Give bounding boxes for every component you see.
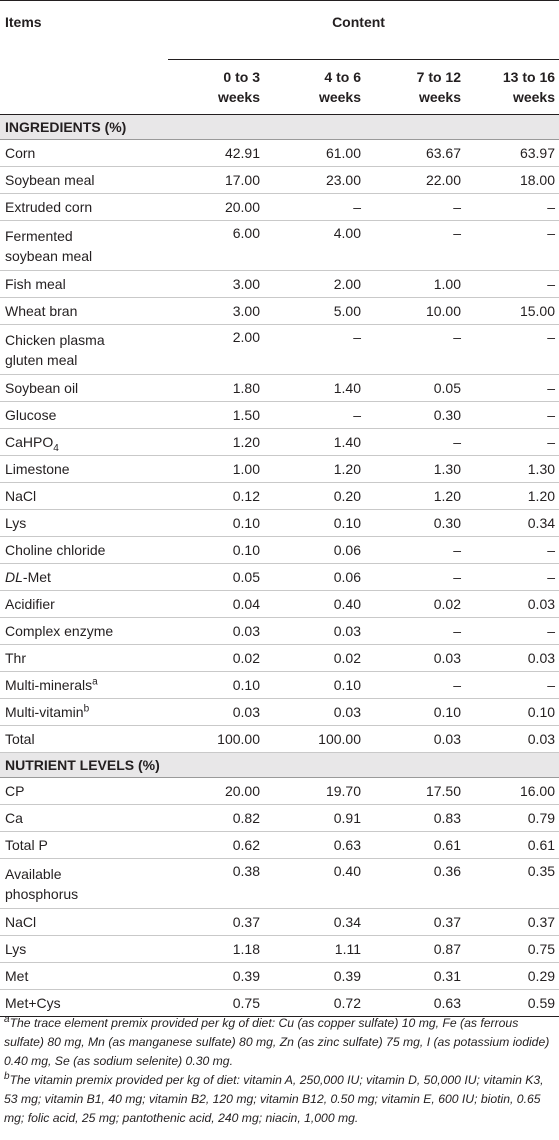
items-header: Items bbox=[0, 1, 158, 115]
value-cell: 0.06 bbox=[264, 564, 365, 591]
row-label-text: Corn bbox=[5, 145, 36, 161]
row-label-text: Available bbox=[5, 865, 62, 882]
value-cell: 0.03 bbox=[365, 645, 465, 672]
table-row bbox=[0, 194, 559, 221]
row-label bbox=[0, 936, 158, 963]
value-cell: 0.03 bbox=[465, 591, 559, 618]
value-cell: 63.67 bbox=[365, 140, 465, 167]
value-cell: 0.10 bbox=[158, 510, 264, 537]
value-cell: 1.40 bbox=[264, 375, 365, 402]
row-label-text: NaCl bbox=[5, 488, 37, 504]
table-row bbox=[0, 429, 559, 456]
row-label-text: Soybean meal bbox=[5, 172, 95, 188]
value-cell: 100.00 bbox=[158, 726, 264, 753]
value-cell: 0.87 bbox=[365, 936, 465, 963]
row-label-text: Met+Cys bbox=[5, 995, 61, 1011]
row-label-text: Ca bbox=[5, 810, 23, 826]
value-cell: 2.00 bbox=[158, 325, 264, 375]
value-cell: 0.91 bbox=[264, 805, 365, 832]
value-cell: – bbox=[465, 672, 559, 699]
table-row bbox=[0, 778, 559, 805]
value-cell: – bbox=[264, 325, 365, 375]
row-label-text: CaHPO bbox=[5, 434, 54, 450]
row-label bbox=[0, 221, 158, 271]
value-cell: – bbox=[365, 194, 465, 221]
value-cell: 1.20 bbox=[264, 456, 365, 483]
value-cell: 20.00 bbox=[158, 778, 264, 805]
row-label bbox=[0, 963, 158, 990]
value-cell: 0.10 bbox=[264, 672, 365, 699]
value-cell: 17.00 bbox=[158, 167, 264, 194]
value-cell: 100.00 bbox=[264, 726, 365, 753]
value-cell: 3.00 bbox=[158, 271, 264, 298]
value-cell: 0.30 bbox=[365, 402, 465, 429]
row-label-text: Chicken plasma bbox=[5, 331, 105, 348]
row-label bbox=[0, 699, 158, 726]
table-row bbox=[0, 963, 559, 990]
table-row bbox=[0, 167, 559, 194]
table-row bbox=[0, 221, 559, 271]
content-header-rule bbox=[168, 59, 559, 60]
value-cell: – bbox=[465, 618, 559, 645]
row-label-text: Glucose bbox=[5, 407, 57, 423]
table-row bbox=[0, 375, 559, 402]
value-cell: 0.04 bbox=[158, 591, 264, 618]
value-cell: 0.10 bbox=[158, 672, 264, 699]
value-cell: 0.03 bbox=[264, 618, 365, 645]
value-cell: 1.18 bbox=[158, 936, 264, 963]
row-label bbox=[0, 859, 158, 909]
period-header-line: weeks bbox=[217, 89, 260, 105]
row-label bbox=[0, 645, 158, 672]
row-label bbox=[0, 298, 158, 325]
value-cell: 0.79 bbox=[465, 805, 559, 832]
period-header-1 bbox=[264, 60, 365, 115]
table-row bbox=[0, 909, 559, 936]
row-label-text: Multi-vitamin bbox=[5, 704, 84, 720]
row-label bbox=[0, 483, 158, 510]
row-label-text: Wheat bran bbox=[5, 303, 78, 319]
value-cell: 0.61 bbox=[365, 832, 465, 859]
value-cell: 63.97 bbox=[465, 140, 559, 167]
value-cell: 17.50 bbox=[365, 778, 465, 805]
table-row bbox=[0, 618, 559, 645]
table-row bbox=[0, 564, 559, 591]
value-cell: 1.30 bbox=[365, 456, 465, 483]
value-cell: – bbox=[465, 375, 559, 402]
row-label-text: Extruded corn bbox=[5, 199, 93, 215]
value-cell: – bbox=[465, 271, 559, 298]
table-row bbox=[0, 699, 559, 726]
value-cell: 0.75 bbox=[158, 990, 264, 1017]
value-cell: 0.03 bbox=[365, 726, 465, 753]
footnote-mark: a bbox=[4, 1013, 10, 1025]
value-cell: – bbox=[365, 564, 465, 591]
row-label bbox=[0, 194, 158, 221]
table-row bbox=[0, 936, 559, 963]
section-header-row bbox=[0, 753, 559, 778]
row-label bbox=[0, 726, 158, 753]
value-cell: 1.20 bbox=[158, 429, 264, 456]
value-cell: 0.03 bbox=[465, 645, 559, 672]
row-label-text: Thr bbox=[5, 650, 26, 666]
value-cell: 0.40 bbox=[264, 859, 365, 909]
value-cell: – bbox=[365, 672, 465, 699]
row-label bbox=[0, 832, 158, 859]
row-label-text: Acidifier bbox=[5, 596, 55, 612]
period-header-line: weeks bbox=[318, 89, 361, 105]
value-cell: – bbox=[465, 221, 559, 271]
section-title: NUTRIENT LEVELS (%) bbox=[0, 753, 559, 778]
value-cell: 0.63 bbox=[264, 832, 365, 859]
section-title: INGREDIENTS (%) bbox=[0, 115, 559, 140]
row-label-text: CP bbox=[5, 783, 25, 799]
row-label bbox=[0, 909, 158, 936]
row-label-text: Complex enzyme bbox=[5, 623, 114, 639]
value-cell: 4.00 bbox=[264, 221, 365, 271]
period-header-2 bbox=[365, 60, 465, 115]
footnote-mark: b bbox=[4, 1070, 10, 1082]
row-label-text: Choline chloride bbox=[5, 542, 106, 558]
row-label-text: Fermented bbox=[5, 227, 73, 244]
value-cell: 0.37 bbox=[365, 909, 465, 936]
value-cell: 0.29 bbox=[465, 963, 559, 990]
row-label bbox=[0, 990, 158, 1017]
value-cell: 0.02 bbox=[365, 591, 465, 618]
row-label-text: gluten meal bbox=[5, 351, 78, 368]
value-cell: 0.34 bbox=[465, 510, 559, 537]
row-label bbox=[0, 805, 158, 832]
value-cell: 0.10 bbox=[465, 699, 559, 726]
row-label bbox=[0, 325, 158, 375]
row-label-text: NaCl bbox=[5, 914, 37, 930]
row-label bbox=[0, 140, 158, 167]
row-label-text: -Met bbox=[22, 569, 51, 585]
value-cell: 0.10 bbox=[158, 537, 264, 564]
row-label-prefix: DL bbox=[5, 569, 23, 585]
value-cell: 0.03 bbox=[465, 726, 559, 753]
row-label-text: Lys bbox=[5, 515, 27, 531]
value-cell: – bbox=[465, 429, 559, 456]
value-cell: 18.00 bbox=[465, 167, 559, 194]
period-header-0 bbox=[158, 60, 264, 115]
period-header-line: weeks bbox=[512, 89, 556, 105]
value-cell: 1.00 bbox=[365, 271, 465, 298]
value-cell: 0.10 bbox=[365, 699, 465, 726]
table-row bbox=[0, 298, 559, 325]
row-label bbox=[0, 618, 158, 645]
period-header-line: 4 to 6 bbox=[324, 69, 361, 85]
value-cell: 0.05 bbox=[158, 564, 264, 591]
value-cell: 0.36 bbox=[365, 859, 465, 909]
row-label-text: Fish meal bbox=[5, 276, 66, 292]
value-cell: 1.40 bbox=[264, 429, 365, 456]
row-label-text: Lys bbox=[5, 941, 27, 957]
value-cell: 42.91 bbox=[158, 140, 264, 167]
row-label bbox=[0, 672, 158, 699]
value-cell: 0.31 bbox=[365, 963, 465, 990]
row-label-text: Soybean oil bbox=[5, 380, 79, 396]
value-cell: – bbox=[264, 194, 365, 221]
value-cell: – bbox=[365, 429, 465, 456]
value-cell: – bbox=[465, 325, 559, 375]
row-label-text: Met bbox=[5, 968, 29, 984]
header-row-top bbox=[0, 1, 559, 61]
value-cell: 0.10 bbox=[264, 510, 365, 537]
value-cell: 0.20 bbox=[264, 483, 365, 510]
value-cell: – bbox=[365, 325, 465, 375]
value-cell: 0.35 bbox=[465, 859, 559, 909]
row-label-text: Total bbox=[5, 731, 35, 747]
value-cell: 0.05 bbox=[365, 375, 465, 402]
value-cell: – bbox=[465, 402, 559, 429]
value-cell: 1.11 bbox=[264, 936, 365, 963]
content-header bbox=[158, 1, 559, 61]
period-header-line: 13 to 16 bbox=[502, 69, 556, 85]
row-label bbox=[0, 375, 158, 402]
table-row bbox=[0, 140, 559, 167]
value-cell: 0.39 bbox=[158, 963, 264, 990]
value-cell: – bbox=[365, 618, 465, 645]
value-cell: 0.59 bbox=[465, 990, 559, 1017]
table-row bbox=[0, 591, 559, 618]
value-cell: 20.00 bbox=[158, 194, 264, 221]
footnote-text: The trace element premix provided per kg of diet: Cu (as copper sulfate) 10 mg, Fe (as ferrous sulfate) 80 mg, Mn (as manganese sulfate) 80 mg, Zn (as zinc sulfate) 75 mg, I (as potassium iodide) 0.40 mg, Se (as sodium selenite) 0.30 mg. bbox=[4, 1016, 550, 1068]
table-row bbox=[0, 483, 559, 510]
value-cell: 0.06 bbox=[264, 537, 365, 564]
value-cell: 0.75 bbox=[465, 936, 559, 963]
value-cell: – bbox=[264, 402, 365, 429]
value-cell: 19.70 bbox=[264, 778, 365, 805]
row-label bbox=[0, 456, 158, 483]
value-cell: 0.63 bbox=[365, 990, 465, 1017]
row-label-text: Total P bbox=[5, 837, 48, 853]
row-label-text: phosphorus bbox=[5, 885, 79, 902]
value-cell: 0.83 bbox=[365, 805, 465, 832]
period-header-line: 0 to 3 bbox=[223, 69, 260, 85]
value-cell: 61.00 bbox=[264, 140, 365, 167]
value-cell: 0.03 bbox=[158, 699, 264, 726]
row-label-subscript: 4 bbox=[53, 442, 59, 454]
row-label bbox=[0, 778, 158, 805]
value-cell: 0.72 bbox=[264, 990, 365, 1017]
value-cell: 22.00 bbox=[365, 167, 465, 194]
value-cell: 0.38 bbox=[158, 859, 264, 909]
row-label bbox=[0, 167, 158, 194]
table-row bbox=[0, 537, 559, 564]
value-cell: – bbox=[365, 537, 465, 564]
footnote-marker: b bbox=[83, 703, 90, 715]
value-cell: 0.34 bbox=[264, 909, 365, 936]
row-label-text: Limestone bbox=[5, 461, 70, 477]
period-header-line: weeks bbox=[418, 89, 461, 105]
value-cell: 0.37 bbox=[158, 909, 264, 936]
value-cell: 0.39 bbox=[264, 963, 365, 990]
value-cell: 0.40 bbox=[264, 591, 365, 618]
row-label bbox=[0, 591, 158, 618]
value-cell: 1.20 bbox=[365, 483, 465, 510]
value-cell: 1.30 bbox=[465, 456, 559, 483]
value-cell: 0.12 bbox=[158, 483, 264, 510]
value-cell: – bbox=[465, 194, 559, 221]
content-header-label: Content bbox=[332, 14, 385, 30]
table-row bbox=[0, 832, 559, 859]
value-cell: 0.02 bbox=[158, 645, 264, 672]
period-header-line: 7 to 12 bbox=[416, 69, 461, 85]
row-label bbox=[0, 429, 158, 456]
section-header-row bbox=[0, 115, 559, 140]
value-cell: 1.20 bbox=[465, 483, 559, 510]
table-row bbox=[0, 456, 559, 483]
table-row bbox=[0, 325, 559, 375]
value-cell: – bbox=[465, 564, 559, 591]
table-row bbox=[0, 990, 559, 1017]
table-row bbox=[0, 726, 559, 753]
footnote-text: The vitamin premix provided per kg of diet: vitamin A, 250,000 IU; vitamin D, 50,000 IU; vitamin K3, 53 mg; vitamin B1, 40 mg; vitamin B2, 120 mg; vitamin B12, 0.50 mg; vitamin E, 600 IU; biotin, 0.65 mg; folic acid, 25 mg; pantothenic acid, 240 mg; niacin, 1,000 mg. bbox=[4, 1073, 544, 1125]
row-label-text: soybean meal bbox=[5, 247, 93, 264]
table-row bbox=[0, 510, 559, 537]
value-cell: 0.03 bbox=[264, 699, 365, 726]
footnotes bbox=[4, 1014, 556, 1128]
row-label bbox=[0, 564, 158, 591]
value-cell: 6.00 bbox=[158, 221, 264, 271]
table-row bbox=[0, 402, 559, 429]
footnote-marker: a bbox=[92, 676, 98, 688]
value-cell: 3.00 bbox=[158, 298, 264, 325]
value-cell: 15.00 bbox=[465, 298, 559, 325]
value-cell: 0.30 bbox=[365, 510, 465, 537]
value-cell: – bbox=[365, 221, 465, 271]
table-row bbox=[0, 859, 559, 909]
footnote-b bbox=[4, 1071, 556, 1128]
value-cell: – bbox=[465, 537, 559, 564]
table-row bbox=[0, 672, 559, 699]
row-label bbox=[0, 402, 158, 429]
value-cell: 0.82 bbox=[158, 805, 264, 832]
table-row bbox=[0, 271, 559, 298]
value-cell: 5.00 bbox=[264, 298, 365, 325]
value-cell: 0.03 bbox=[158, 618, 264, 645]
value-cell: 10.00 bbox=[365, 298, 465, 325]
row-label bbox=[0, 537, 158, 564]
row-label bbox=[0, 271, 158, 298]
value-cell: 1.80 bbox=[158, 375, 264, 402]
row-label-text: Multi-minerals bbox=[5, 677, 93, 693]
value-cell: 0.62 bbox=[158, 832, 264, 859]
value-cell: 1.50 bbox=[158, 402, 264, 429]
value-cell: 16.00 bbox=[465, 778, 559, 805]
value-cell: 0.37 bbox=[465, 909, 559, 936]
value-cell: 1.00 bbox=[158, 456, 264, 483]
row-label bbox=[0, 510, 158, 537]
value-cell: 0.02 bbox=[264, 645, 365, 672]
period-header-3 bbox=[465, 60, 559, 115]
value-cell: 23.00 bbox=[264, 167, 365, 194]
table-row bbox=[0, 645, 559, 672]
footnote-a bbox=[4, 1014, 556, 1071]
value-cell: 0.61 bbox=[465, 832, 559, 859]
table-row bbox=[0, 805, 559, 832]
value-cell: 2.00 bbox=[264, 271, 365, 298]
